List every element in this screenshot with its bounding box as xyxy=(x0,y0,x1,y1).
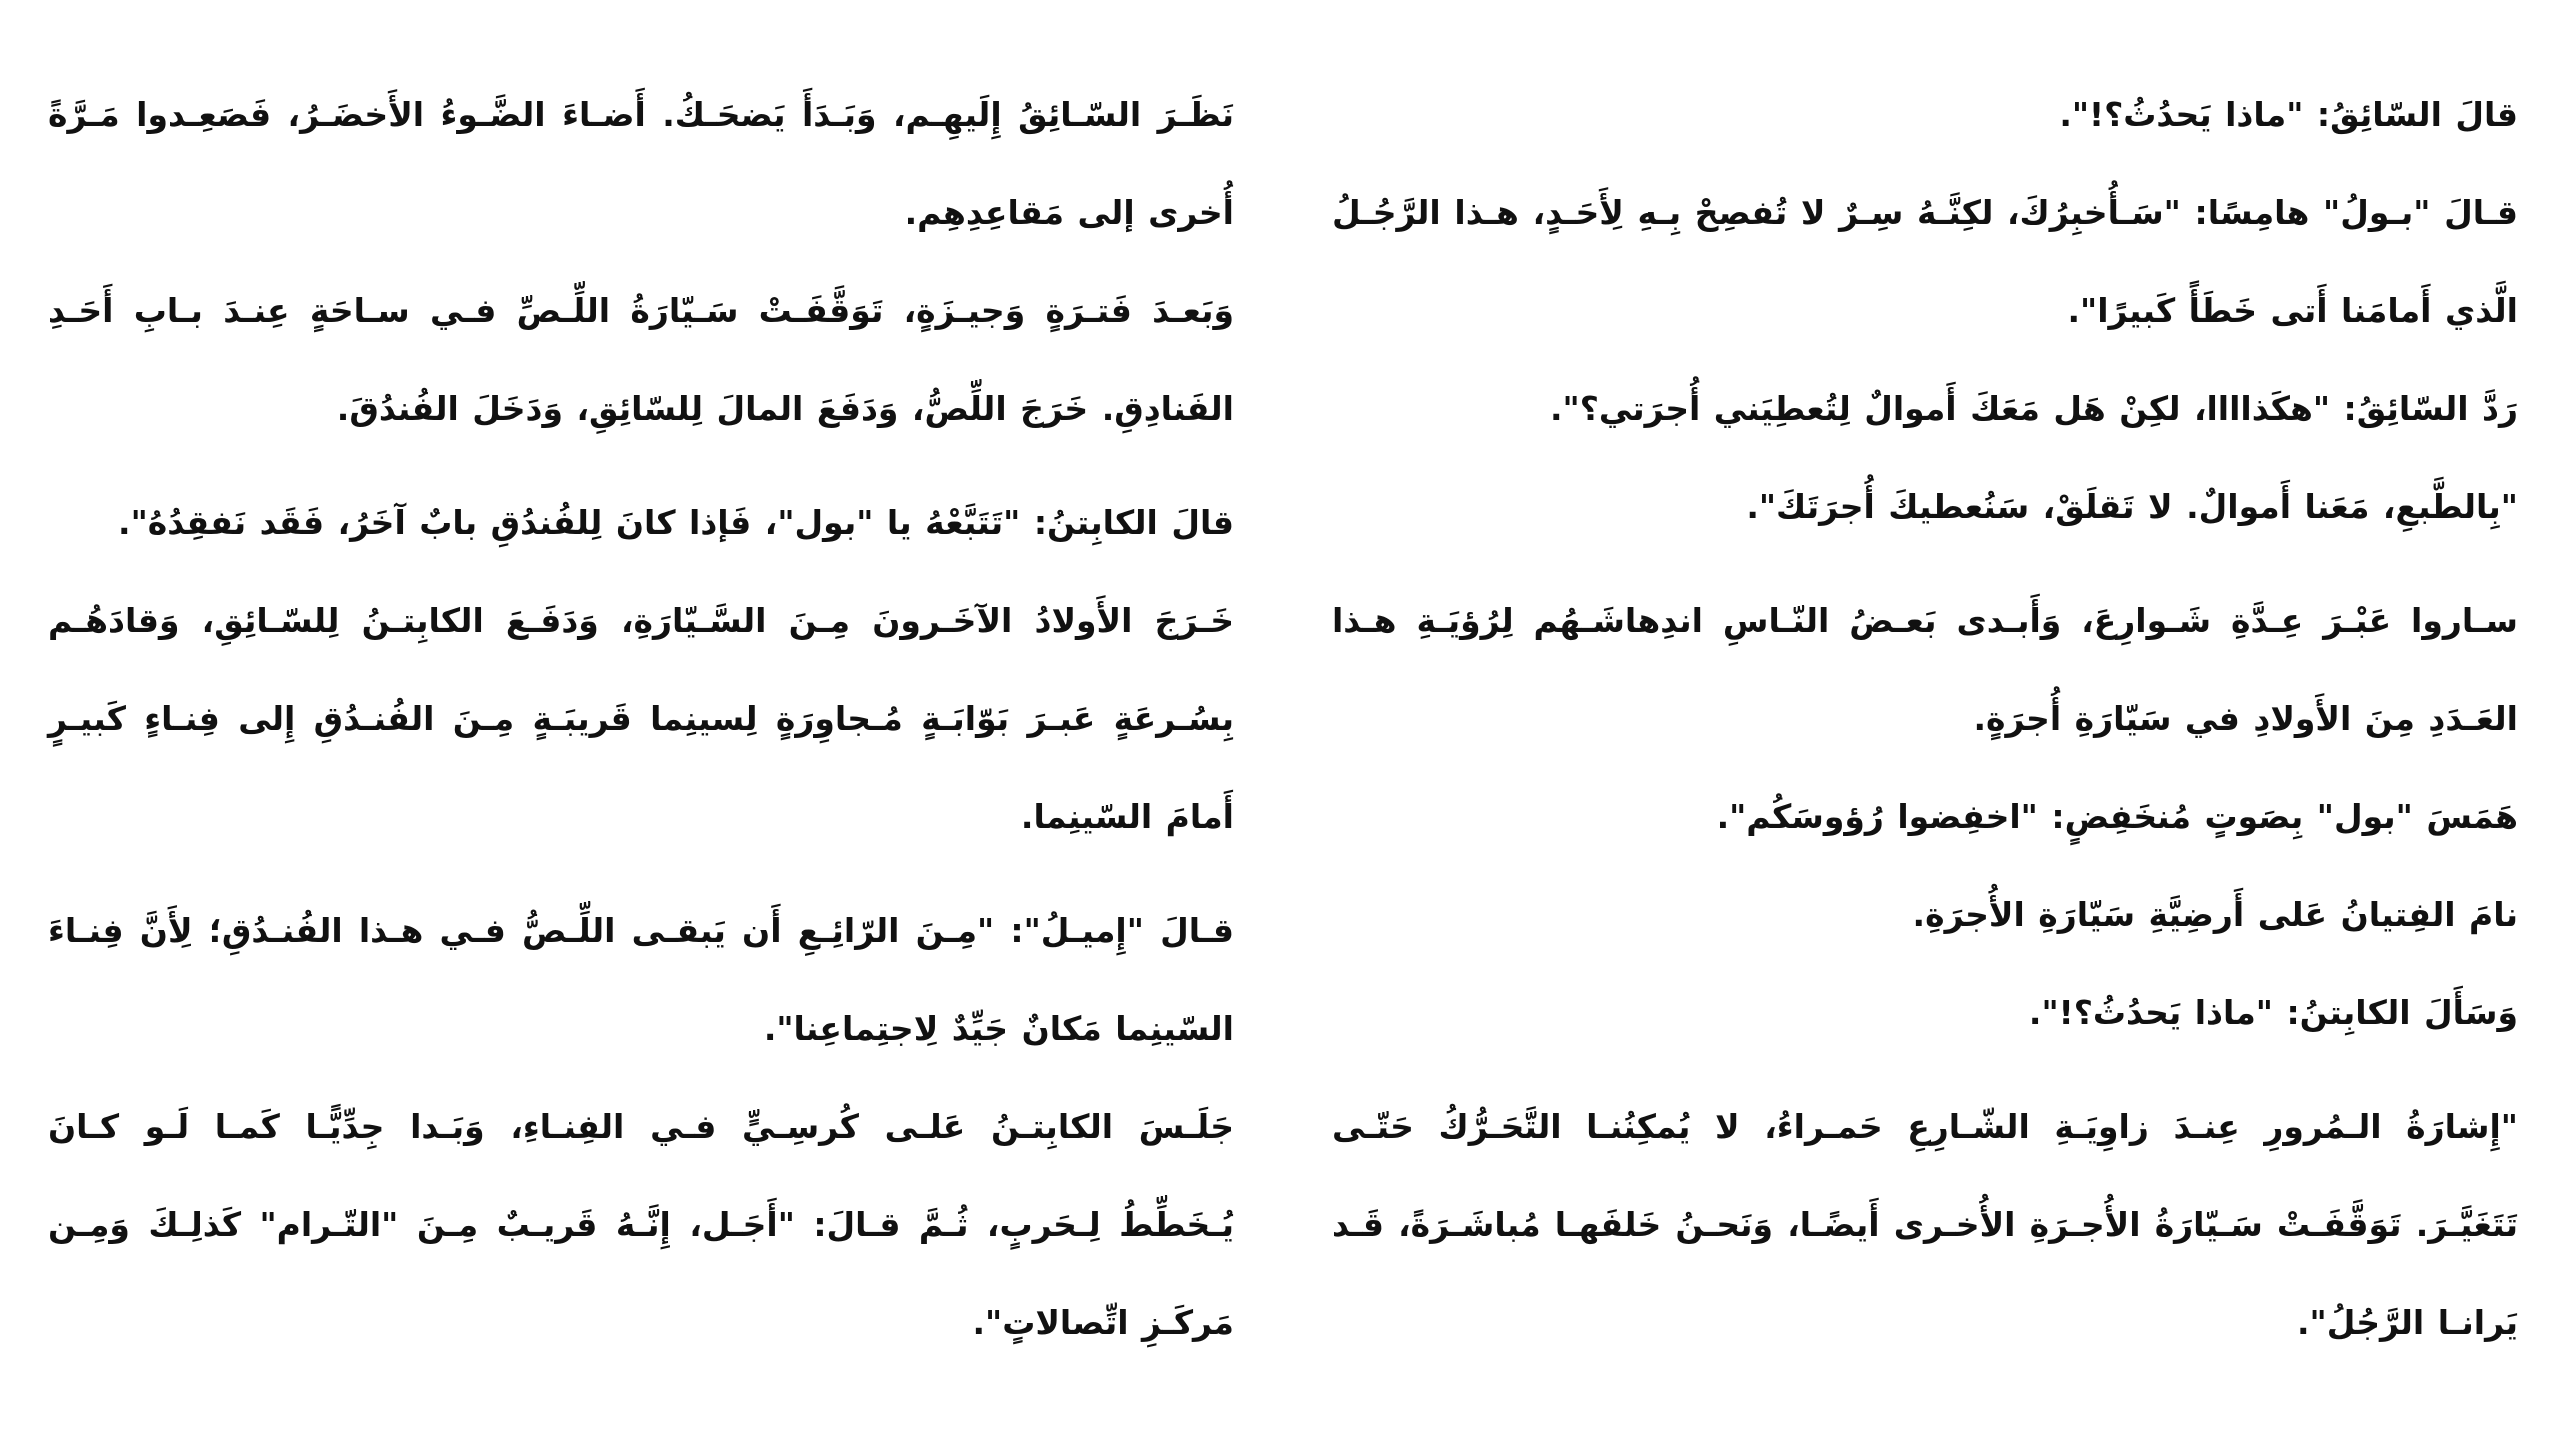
paragraph: قـالَ "بـولُ" هامِسًا: "سَـأُخبِرُكَ، لكِنَّـهُ سِـرٌ لا تُفصِحْ بِـهِ لِأَحَـدٍ، هـذا الرَّجُـلُ الَّذي أَمامَنا أَتى خَطَأً كَبيرًا". xyxy=(1332,193,2518,330)
book-spread xyxy=(48,66,2518,1406)
paragraph: سـاروا عَبْـرَ عِـدَّةِ شَـوارِعَ، وَأَبـدى بَعـضُ النّـاسِ اندِهاشَـهُم لِرُؤيَـةِ هـذا العَـدَدِ مِنَ الأَولادِ في سَيّارَةِ أُجرَةٍ. xyxy=(1332,601,2518,738)
paragraph: قالَ الكابِتنُ: "تَتَبَّعْهُ يا "بول"، فَإذا كانَ لِلفُندُقِ بابٌ آخَرُ، فَقَد نَفقِدُهُ". xyxy=(118,503,1234,542)
paragraph: وَبَعـدَ فَتـرَةٍ وَجيـزَةٍ، تَوَقَّفَـتْ سَـيّارَةُ اللِّـصِّ فـي سـاحَةٍ عِنـدَ بـابِ أَحَـدِ الفَنادِقِ. خَرَجَ اللِّصُّ، وَدَفَعَ المالَ لِلسّائِقِ، وَدَخَلَ الفُندُقَ. xyxy=(48,291,1234,428)
paragraph: "إِشارَةُ الـمُرورِ عِنـدَ زاوِيَـةِ الشّـارِعِ حَمـراءُ، لا يُمكِنُنـا التَّحَـرُّكُ حَتّـى تَتَغَيَّـرَ. تَوَقَّفَـتْ سَـيّارَةُ الأُجـرَةِ الأُخـرى أَيضًـا، وَنَحـنُ خَلفَهـا مُباشَـرَةً، قَـد يَرانـا الرَّجُلُ". xyxy=(1332,1107,2518,1342)
paragraph: جَلَـسَ الكابِتـنُ عَلـى كُرسِـيٍّ فـي الفِنـاءِ، وَبَـدا جِدِّيًّـا كَمـا لَـو كـانَ يُـخَطِّطُ لِـحَربٍ، ثُـمَّ قـالَ: "أَجَـل، إِنَّـهُ قَريـبٌ مِـنَ "التّـرام" كَذلِـكَ وَمِـن مَركَـزِ اتِّصالاتٍ". xyxy=(48,1107,1234,1342)
paragraph: وَسَأَلَ الكابِتنُ: "ماذا يَحدُثُ؟!". xyxy=(2028,993,2518,1032)
paragraph: رَدَّ السّائِقُ: "هكَذاااا، لكِنْ هَل مَعَكَ أَموالٌ لِتُعطِيَني أُجرَتي؟". xyxy=(1550,389,2518,428)
paragraph: قـالَ "إِميـلُ": "مِـنَ الرّائِـعِ أَن يَبقـى اللِّـصُّ فـي هـذا الفُنـدُقِ؛ لِأَنَّ فِنـاءَ السّينِما مَكانٌ جَيِّدٌ لِاجتِماعِنا". xyxy=(48,911,1234,1048)
paragraph: نَظَـرَ السّـائِقُ إِلَيهِـم، وَبَـدَأَ يَضحَـكُ. أَضـاءَ الضَّـوءُ الأَخضَـرُ، فَصَعِـدوا مَـرَّةً أُخرى إلى مَقاعِدِهِم. xyxy=(48,95,1234,232)
paragraph: نامَ الفِتيانُ عَلى أَرضِيَّةِ سَيّارَةِ الأُجرَةِ. xyxy=(1912,895,2518,934)
paragraph: خَـرَجَ الأَولادُ الآخَـرونَ مِـنَ السَّـيّارَةِ، وَدَفَـعَ الكابِتـنُ لِلسّـائِقِ، وَقادَهُـم بِسُـرعَةٍ عَبـرَ بَوّابَـةٍ مُـجاوِرَةٍ لِسينِما قَريبَـةٍ مِـنَ الفُنـدُقِ إِلى فِنـاءٍ كَبيـرٍ أَمامَ السّينِما. xyxy=(48,601,1234,836)
paragraph: هَمَسَ "بول" بِصَوتٍ مُنخَفِضٍ: "اخفِضوا رُؤوسَكُم". xyxy=(1716,797,2518,836)
paragraph: قالَ السّائِقُ: "ماذا يَحدُثُ؟!". xyxy=(2059,95,2518,134)
right-column xyxy=(1332,66,2518,1406)
paragraph: "بِالطَّبعِ، مَعَنا أَموالٌ. لا تَقلَقْ، سَنُعطيكَ أُجرَتَكَ". xyxy=(1746,487,2518,526)
left-column xyxy=(48,66,1234,1406)
